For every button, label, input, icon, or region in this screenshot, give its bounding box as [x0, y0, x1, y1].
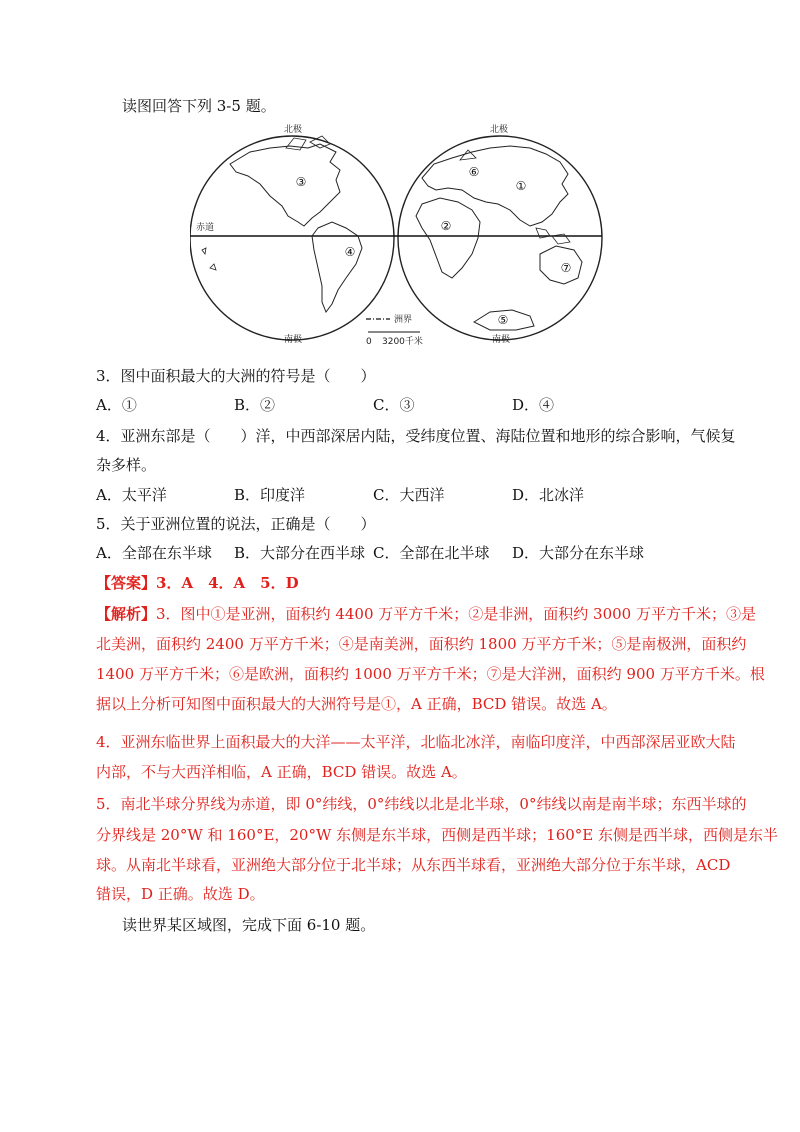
south-pole-label-right: 南极	[492, 335, 511, 345]
analysis-text-1: 3．图中①是亚洲，面积约 4400 万平方千米；②是非洲，面积约 3000 万平方千米；③是	[156, 605, 756, 623]
q5-option-b: B．大部分在西半球	[234, 544, 366, 562]
q5-option-c: C．全部在北半球	[373, 544, 490, 562]
q4-option-a: A．太平洋	[96, 486, 167, 504]
q4-option-c: C．大西洋	[373, 486, 445, 504]
africa-outline	[416, 198, 480, 278]
question-4-stem-line-1: 4．亚洲东部是（ ）洋，中西部深居内陆，受纬度位置、海陆位置和地形的综合影响，气候复	[96, 427, 736, 445]
q4-option-b: B．印度洋	[234, 486, 306, 504]
q3-option-a: A．①	[96, 396, 137, 414]
q3-option-b: B．②	[234, 396, 276, 414]
analysis-line-4: 据以上分析可知图中面积最大的大洲符号是①，A 正确，BCD 错误。故选 A。	[96, 695, 617, 713]
north-america-outline	[230, 144, 340, 226]
answer-label: 【答案】	[96, 574, 157, 592]
analysis-line-10: 错误，D 正确。故选 D。	[96, 885, 265, 903]
q3-option-c: C．③	[373, 396, 415, 414]
question-4-stem-line-2: 杂多样。	[96, 456, 157, 474]
marker-5: ⑤	[497, 313, 509, 327]
analysis-line-1	[96, 604, 756, 624]
marker-3: ③	[295, 175, 307, 189]
marker-7: ⑦	[560, 261, 572, 275]
equator-label: 赤道	[196, 223, 215, 233]
scale-value-label: 3200千米	[382, 337, 423, 347]
q5-option-d: D．大部分在东半球	[512, 544, 645, 562]
scale-zero-label: 0	[366, 337, 372, 347]
question-5-stem: 5．关于亚洲位置的说法，正确是（ ）	[96, 515, 376, 533]
answer-text: 3．A 4．A 5．D	[156, 574, 299, 592]
western-hemisphere-circle	[190, 136, 394, 340]
q3-option-d: D．④	[512, 396, 555, 414]
marker-2: ②	[440, 219, 452, 233]
analysis-line-7: 5．南北半球分界线为赤道，即 0°纬线，0°纬线以北是北半球，0°纬线以南是南半球；东西半球的	[96, 795, 747, 813]
intro-line-1: 读图回答下列 3-5 题。	[122, 97, 276, 115]
marker-6: ⑥	[468, 165, 480, 179]
south-pole-label-left: 南极	[284, 335, 303, 345]
intro-line-2: 读世界某区域图，完成下面 6-10 题。	[122, 916, 376, 934]
analysis-line-9: 球。从南北半球看，亚洲绝大部分位于北半球；从东西半球看，亚洲绝大部分位于东半球，ACD	[96, 856, 731, 874]
answer-line	[96, 573, 299, 593]
eurasia-outline	[422, 146, 568, 226]
marker-1: ①	[515, 179, 527, 193]
analysis-line-8: 分界线是 20°W 和 160°E，20°W 东侧是东半球，西侧是西半球；160°E 东侧是西半球，西侧是东半	[96, 826, 779, 844]
analysis-line-2: 北美洲，面积约 2400 万平方千米；④是南美洲，面积约 1800 万平方千米；⑤是南极洲，面积约	[96, 635, 747, 653]
world-hemispheres-map	[190, 118, 610, 350]
north-pole-label-right: 北极	[490, 125, 509, 135]
question-3-stem: 3．图中面积最大的大洲的符号是（ ）	[96, 367, 376, 385]
q4-option-d: D．北冰洋	[512, 486, 585, 504]
analysis-line-3: 1400 万平方千米；⑥是欧洲，面积约 1000 万平方千米；⑦是大洋洲，面积约 900 万平方千米。根	[96, 665, 765, 683]
marker-4: ④	[344, 245, 356, 259]
analysis-line-6: 内部，不与大西洋相临，A 正确，BCD 错误。故选 A。	[96, 763, 467, 781]
analysis-label: 【解析】	[96, 605, 157, 623]
boundary-legend-label: 洲界	[394, 315, 413, 325]
north-pole-label-left: 北极	[284, 125, 303, 135]
analysis-line-5: 4．亚洲东临世界上面积最大的大洋——太平洋，北临北冰洋，南临印度洋，中西部深居亚欧大陆	[96, 733, 736, 751]
q5-option-a: A．全部在东半球	[96, 544, 212, 562]
